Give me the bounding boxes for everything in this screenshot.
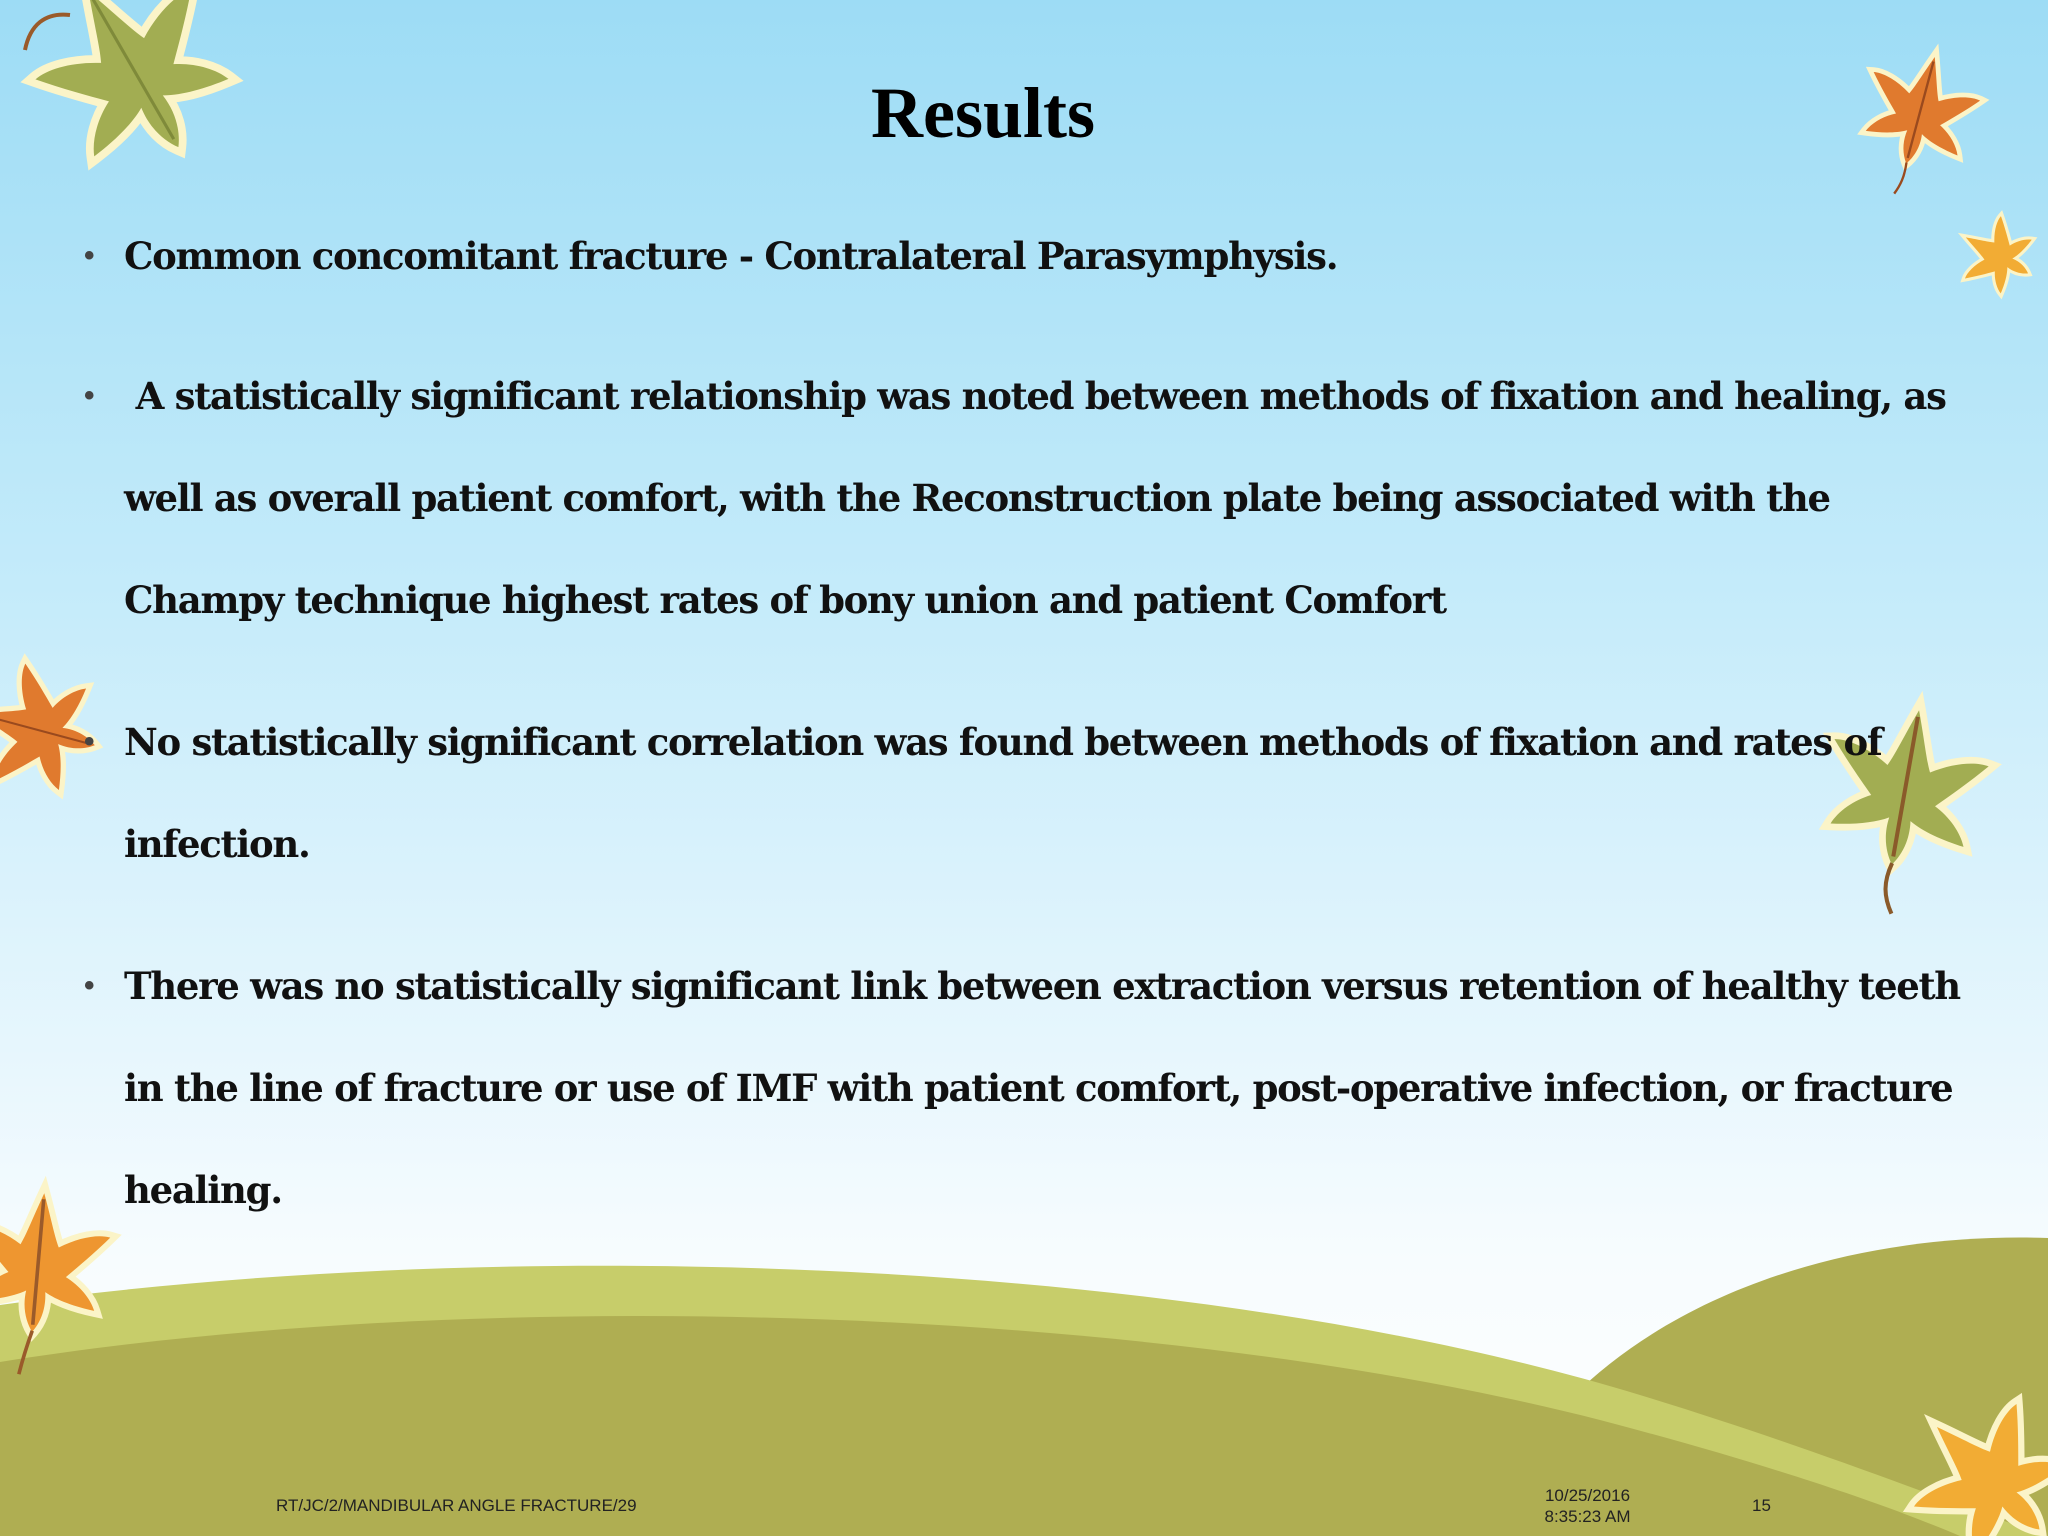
hills bbox=[0, 1238, 2048, 1536]
bullet-marker: • bbox=[84, 969, 94, 1002]
bullet-marker: • bbox=[84, 725, 94, 758]
slide-number: 15 bbox=[1752, 1496, 1771, 1515]
footer-datetime bbox=[1530, 1485, 1645, 1527]
footer-time: 8:35:23 AM bbox=[1544, 1507, 1631, 1526]
leaf-stem-icon bbox=[25, 15, 70, 50]
bullet-text: Common concomitant fracture - Contralateral Parasymphysis. bbox=[124, 234, 1338, 278]
bullet-item bbox=[84, 691, 1984, 895]
bullet-item bbox=[84, 205, 1984, 307]
bullet-text: A statistically significant relationship was noted between methods of fixation and healing, as well as overall patient comfort, with the Reconstruction plate being associated with the Champy technique highest rates of bony union and patient Comfort bbox=[124, 374, 1958, 622]
bullet-text: No statistically significant correlation was found between methods of fixation and rates of infection. bbox=[124, 720, 1882, 866]
footer-date: 10/25/2016 bbox=[1544, 1486, 1631, 1505]
bullet-text: There was no statistically significant link between extraction versus retention of healthy teeth in the line of fracture or use of IMF with patient comfort, post-operative infection, or fracture healing. bbox=[124, 964, 1960, 1212]
bullet-marker: • bbox=[84, 379, 94, 412]
footer-reference: RT/JC/2/MANDIBULAR ANGLE FRACTURE/29 bbox=[276, 1496, 637, 1515]
bullet-item bbox=[84, 345, 1984, 651]
bullet-item bbox=[84, 935, 1984, 1241]
bullet-marker: • bbox=[84, 239, 94, 272]
slide-title: Results bbox=[870, 73, 1095, 153]
bullet-list bbox=[84, 205, 1984, 1281]
